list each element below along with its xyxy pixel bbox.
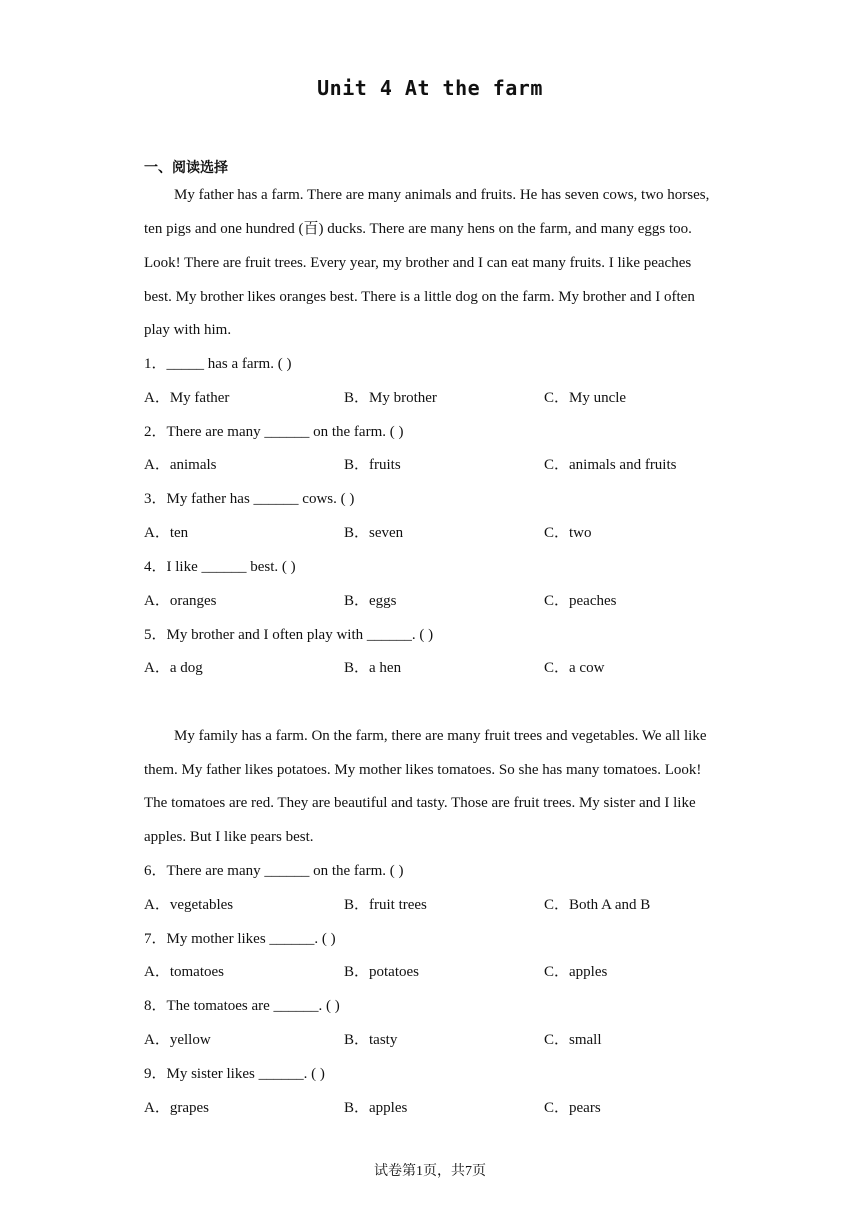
option-b: B．My brother bbox=[344, 390, 437, 406]
passage-2-line: The tomatoes are red. They are beautiful and tasty. Those are fruit trees. My sister and I like bbox=[144, 795, 696, 811]
option-a: A．animals bbox=[144, 457, 217, 473]
option-c: C．two bbox=[544, 525, 592, 541]
option-b: B．fruit trees bbox=[344, 897, 427, 913]
section-heading: 一、阅读选择 bbox=[144, 160, 228, 176]
option-c: C．animals and fruits bbox=[544, 457, 677, 473]
question-9: 9．My sister likes ______. ( ) bbox=[144, 1066, 325, 1082]
option-c: C．peaches bbox=[544, 593, 617, 609]
option-b: B．apples bbox=[344, 1100, 408, 1116]
option-b: B．fruits bbox=[344, 457, 401, 473]
passage-1-line: best. My brother likes oranges best. There is a little dog on the farm. My brother and I often bbox=[144, 289, 695, 305]
option-b: B．potatoes bbox=[344, 964, 419, 980]
page-footer: 试卷第1页，共7页 bbox=[374, 1164, 486, 1179]
option-c: C．apples bbox=[544, 964, 608, 980]
question-7: 7．My mother likes ______. ( ) bbox=[144, 931, 336, 947]
option-c: C．My uncle bbox=[544, 390, 627, 406]
option-b: B．tasty bbox=[344, 1032, 398, 1048]
passage-2-line: them. My father likes potatoes. My mother likes tomatoes. So she has many tomatoes. Look! bbox=[144, 762, 702, 778]
question-1: 1．_____ has a farm. ( ) bbox=[144, 356, 292, 372]
question-4: 4．I like ______ best. ( ) bbox=[144, 559, 296, 575]
option-c: C．Both A and B bbox=[544, 897, 651, 913]
option-b: B．seven bbox=[344, 525, 404, 541]
passage-2-line: My family has a farm. On the farm, there are many fruit trees and vegetables. We all like bbox=[174, 728, 707, 744]
page-title: Unit 4 At the farm bbox=[317, 76, 543, 100]
option-a: A．vegetables bbox=[144, 897, 234, 913]
option-b: B．eggs bbox=[344, 593, 397, 609]
passage-1-line: play with him. bbox=[144, 322, 232, 338]
question-2: 2．There are many ______ on the farm. ( ) bbox=[144, 424, 404, 440]
question-5: 5．My brother and I often play with ______. ( ) bbox=[144, 627, 434, 643]
passage-1-line: ten pigs and one hundred (百) ducks. There are many hens on the farm, and many eggs too. bbox=[144, 221, 692, 237]
option-a: A．yellow bbox=[144, 1032, 211, 1048]
passage-2-line: apples. But I like pears best. bbox=[144, 829, 314, 845]
option-a: A．tomatoes bbox=[144, 964, 224, 980]
option-c: C．pears bbox=[544, 1100, 601, 1116]
question-3: 3．My father has ______ cows. ( ) bbox=[144, 491, 355, 507]
option-b: B．a hen bbox=[344, 660, 402, 676]
question-8: 8．The tomatoes are ______. ( ) bbox=[144, 998, 340, 1014]
option-a: A．My father bbox=[144, 390, 230, 406]
option-a: A．grapes bbox=[144, 1100, 209, 1116]
option-a: A．a dog bbox=[144, 660, 203, 676]
option-a: A．ten bbox=[144, 525, 189, 541]
passage-1-line: My father has a farm. There are many animals and fruits. He has seven cows, two horses, bbox=[174, 187, 710, 203]
option-c: C．small bbox=[544, 1032, 602, 1048]
passage-1-line: Look! There are fruit trees. Every year, my brother and I can eat many fruits. I like peaches bbox=[144, 255, 692, 271]
question-6: 6．There are many ______ on the farm. ( ) bbox=[144, 863, 404, 879]
option-c: C．a cow bbox=[544, 660, 605, 676]
option-a: A．oranges bbox=[144, 593, 217, 609]
